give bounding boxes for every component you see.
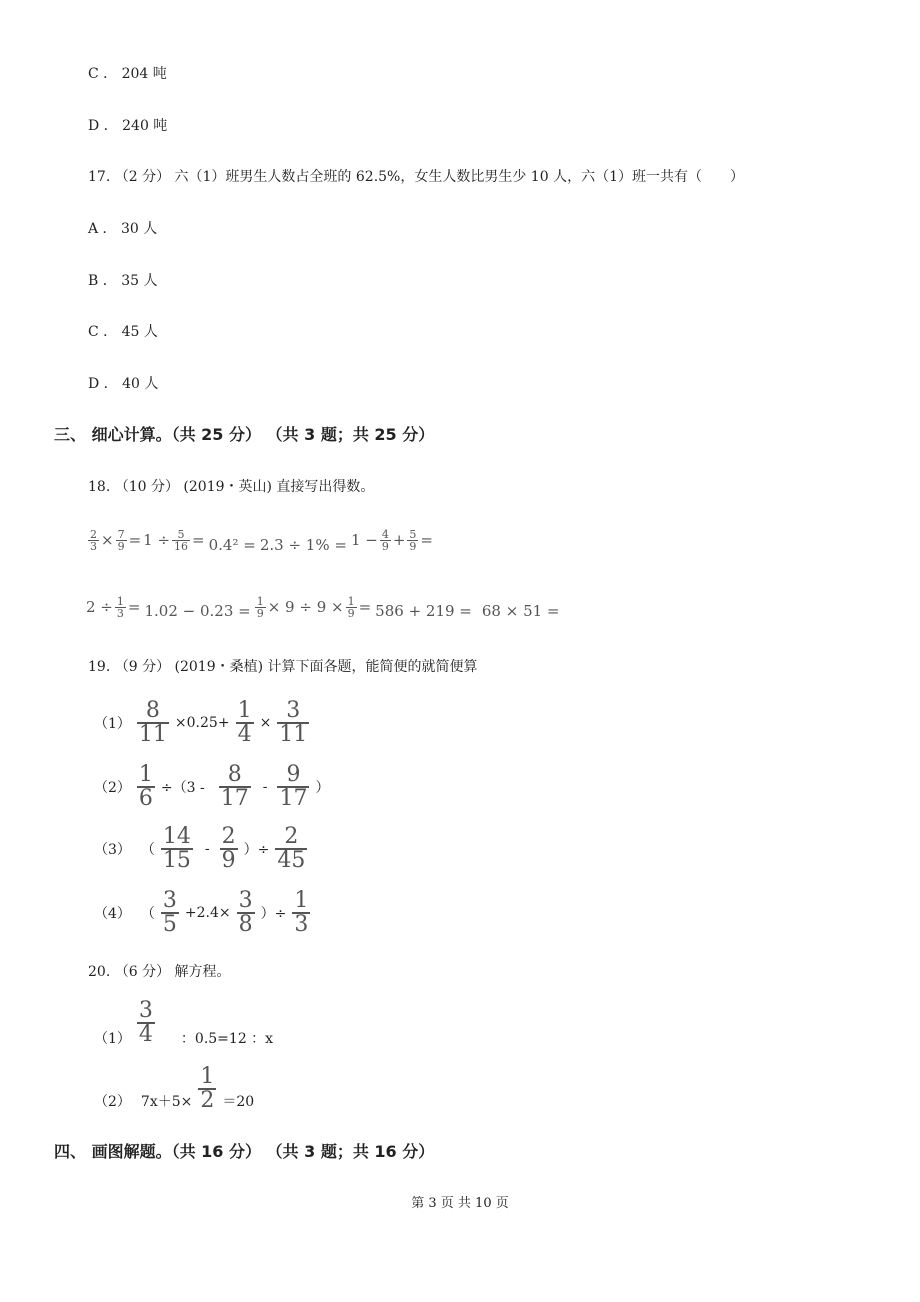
fraction: $\frac{3}{11}$ <box>279 698 308 747</box>
q17-option-d: D ． 40 人 <box>88 376 159 392</box>
expr-text: +2.4× <box>184 905 231 921</box>
fraction: $\frac{8}{17}$ <box>220 762 249 811</box>
operator: - <box>204 841 210 857</box>
expr-text: 1 ÷ <box>143 531 171 549</box>
fraction: $\frac{1}{3}$ <box>294 888 309 937</box>
fraction: $\frac{14}{15}$ <box>162 824 191 873</box>
q18-stem: 18. （10 分） (2019・英山) 直接写出得数。 <box>88 479 375 495</box>
operator: × <box>101 531 114 549</box>
expr-text: × 9 ÷ 9 × <box>267 598 344 616</box>
fraction: $\frac{2}{45}$ <box>277 824 306 873</box>
expr-text: （ <box>140 842 155 858</box>
expr-text: 7x＋5× <box>140 1094 193 1110</box>
page-footer: 第 3 页 共 10 页 <box>411 1196 509 1211</box>
expr-text: 1.02 − 0.23 = <box>144 602 251 620</box>
q17-option-b: B ． 35 人 <box>88 273 158 289</box>
expr-text: ×0.25+ <box>174 715 230 731</box>
q20-part-2 <box>94 1064 255 1113</box>
q19-part-4 <box>94 890 316 936</box>
expr-text: 2.3 ÷ 1% = <box>259 536 347 554</box>
expr-text: 2 ÷ <box>86 598 113 616</box>
operator: - <box>262 779 268 795</box>
expr-text: 68 × 51 = <box>481 602 560 620</box>
fraction: $\frac{1}{2}$ <box>200 1064 215 1113</box>
part-label: （2） <box>94 1094 131 1110</box>
equals: = <box>358 598 372 616</box>
equals: = <box>192 531 205 549</box>
fraction: $\frac{3}{5}$ <box>162 888 177 937</box>
expr-text: （ <box>140 906 155 922</box>
equals: = <box>128 531 142 549</box>
fraction: $\frac{1}{6}$ <box>138 762 153 811</box>
expr-text: ＝20 <box>222 1094 255 1110</box>
operator: + <box>392 531 406 549</box>
q20-part-1 <box>94 998 274 1048</box>
fraction: $\frac{1}{3}$ <box>116 594 124 620</box>
expr-text: ：0.5=12 ：x <box>180 1031 274 1047</box>
q20-stem: 20. （6 分） 解方程。 <box>88 964 231 980</box>
expr-text: 0.4² = <box>208 536 256 554</box>
q19-part-1 <box>94 700 315 746</box>
part-label: （2） <box>94 780 131 796</box>
expr-text: ）÷ <box>243 842 270 858</box>
fraction: $\frac{8}{11}$ <box>138 698 167 747</box>
q17-option-a: A ． 30 人 <box>88 221 158 237</box>
fraction: $\frac{2}{3}$ <box>90 527 97 553</box>
fraction: $\frac{3}{4}$ <box>138 998 153 1047</box>
equals: = <box>127 598 141 616</box>
q17-option-c: C ． 45 人 <box>88 324 158 340</box>
part-label: （1） <box>94 1031 131 1047</box>
q16-option-d: D ． 240 吨 <box>88 118 168 134</box>
fraction: $\frac{3}{8}$ <box>238 888 253 937</box>
expr-text: 586 + 219 = <box>375 602 472 620</box>
fraction: $\frac{2}{9}$ <box>221 824 236 873</box>
section-3-title: 三、 细心计算。（共 25 分） （共 3 题；共 25 分） <box>54 425 435 444</box>
expr-text: ）÷ <box>260 906 287 922</box>
q19-stem: 19. （9 分） (2019・桑植) 计算下面各题，能简便的就简便算 <box>88 659 478 675</box>
fraction: $\frac{5}{16}$ <box>174 527 189 553</box>
section-4-title: 四、 画图解题。（共 16 分） （共 3 题；共 16 分） <box>54 1142 435 1161</box>
q19-part-3 <box>94 826 313 872</box>
fraction: $\frac{5}{9}$ <box>409 527 417 553</box>
expr-text: ） <box>315 780 330 796</box>
fraction: $\frac{9}{17}$ <box>279 762 308 811</box>
q16-option-c: C ． 204 吨 <box>88 66 167 82</box>
fraction: $\frac{1}{4}$ <box>237 698 252 747</box>
fraction: $\frac{4}{9}$ <box>381 527 389 553</box>
q18-row-1 <box>86 526 433 554</box>
equals: = <box>420 531 433 549</box>
fraction: $\frac{7}{9}$ <box>117 527 125 553</box>
expr-text: ÷（3 - <box>160 780 205 796</box>
fraction: $\frac{1}{9}$ <box>256 594 264 620</box>
part-label: （4） <box>94 906 131 922</box>
operator: × <box>259 715 272 731</box>
part-label: （1） <box>94 716 131 732</box>
part-label: （3） <box>94 842 131 858</box>
expr-text: 1 − <box>350 531 378 549</box>
q18-row-2 <box>86 594 560 620</box>
q17-stem: 17. （2 分） 六（1）班男生人数占全班的 62.5%，女生人数比男生少 10 人，六（1）班一共有（ ） <box>88 169 744 185</box>
q19-part-2 <box>94 764 329 810</box>
fraction: $\frac{1}{9}$ <box>347 594 355 620</box>
